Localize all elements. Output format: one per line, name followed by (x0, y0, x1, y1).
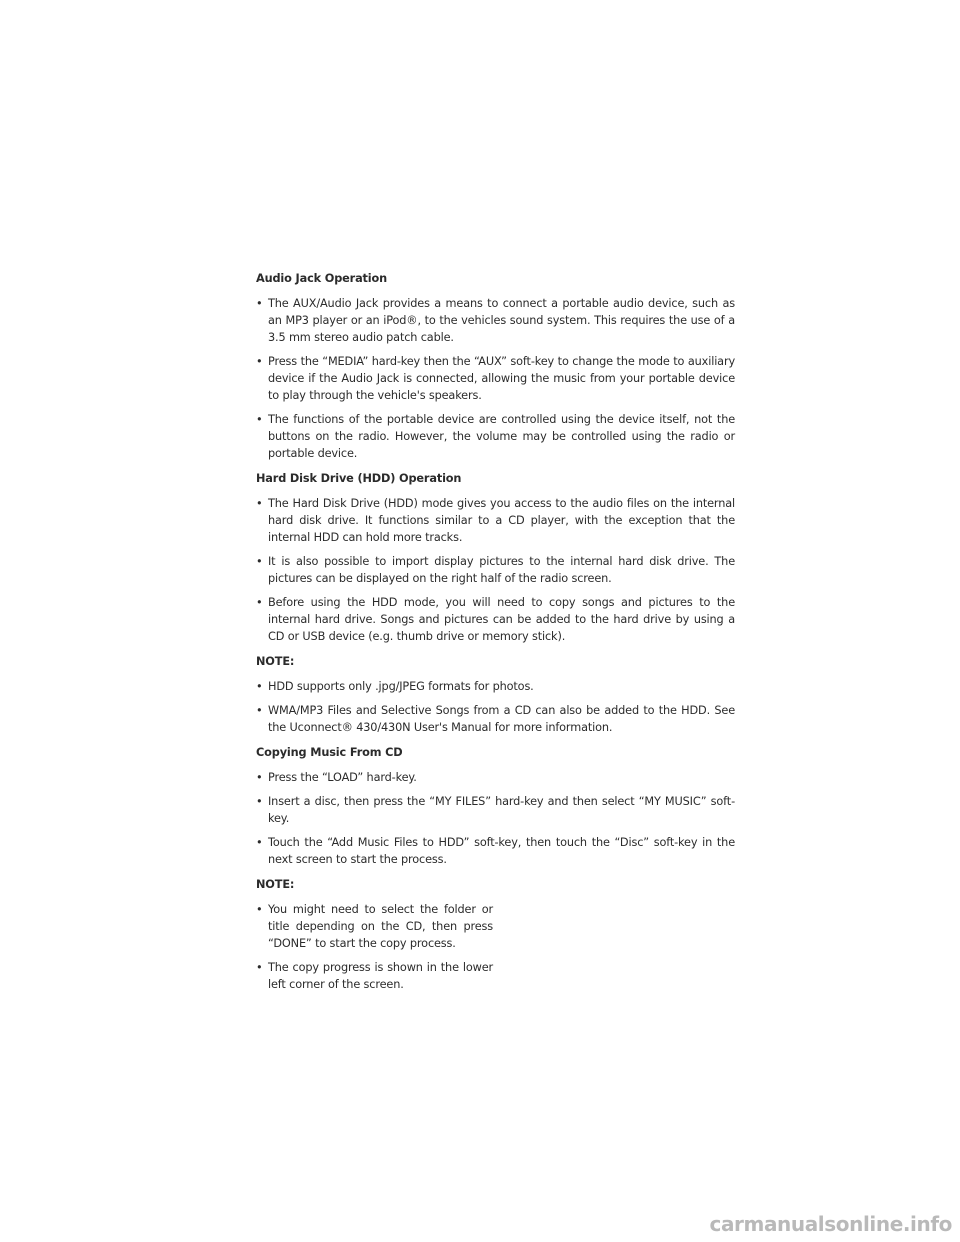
list-item: • Before using the HDD mode, you will need to copy songs and pictures to the internal hard drive. Songs and pictures can be added to the hard drive by using a CD or USB device (e.g. thumb drive or memory stick). (256, 594, 735, 645)
list-item: • Touch the “Add Music Files to HDD” soft-key, then touch the “Disc” soft-key in the next screen to start the process. (256, 834, 735, 868)
list-item: • The AUX/Audio Jack provides a means to connect a portable audio device, such as an MP3 player or an iPod®, to the vehicles sound system. This requires the use of a 3.5 mm stereo audio patch cable. (256, 295, 735, 346)
list-item: • WMA/MP3 Files and Selective Songs from a CD can also be added to the HDD. See the Uconnect® 430/430N User's Manual for more information. (256, 702, 735, 736)
note-heading: NOTE: (256, 655, 295, 668)
section-heading-hdd: Hard Disk Drive (HDD) Operation (256, 472, 462, 485)
list-item: • It is also possible to import display pictures to the internal hard disk drive. The pictures can be displayed on the right half of the radio screen. (256, 553, 735, 587)
watermark-text: carmanualsonline.info (709, 1212, 952, 1236)
audio-jack-list (256, 295, 735, 462)
list-item: • You might need to select the folder or title depending on the CD, then press “DONE” to start the copy process. (256, 901, 493, 952)
section-heading-audio-jack: Audio Jack Operation (256, 272, 388, 285)
section-heading-copying-music: Copying Music From CD (256, 746, 403, 759)
list-item: • Insert a disc, then press the “MY FILES” hard-key and then select “MY MUSIC” soft-key. (256, 793, 735, 827)
manual-page (256, 270, 735, 1001)
list-item: • The functions of the portable device are controlled using the device itself, not the buttons on the radio. However, the volume may be controlled using the radio or portable device. (256, 411, 735, 462)
page-content (256, 270, 735, 993)
copy-note-list (256, 901, 493, 993)
note-list (256, 678, 735, 736)
copying-music-list (256, 769, 735, 868)
hdd-list (256, 495, 735, 645)
list-item: • Press the “LOAD” hard-key. (256, 769, 735, 786)
list-item: • Press the “MEDIA” hard-key then the “AUX” soft-key to change the mode to auxiliary device if the Audio Jack is connected, allowing the music from your portable device to play through the vehicle's speakers. (256, 353, 735, 404)
note-heading-copy: NOTE: (256, 878, 295, 891)
list-item: • The Hard Disk Drive (HDD) mode gives you access to the audio files on the internal hard disk drive. It functions similar to a CD player, with the exception that the internal HDD can hold more tracks. (256, 495, 735, 546)
list-item: • HDD supports only .jpg/JPEG formats for photos. (256, 678, 735, 695)
list-item: • The copy progress is shown in the lower left corner of the screen. (256, 959, 493, 993)
